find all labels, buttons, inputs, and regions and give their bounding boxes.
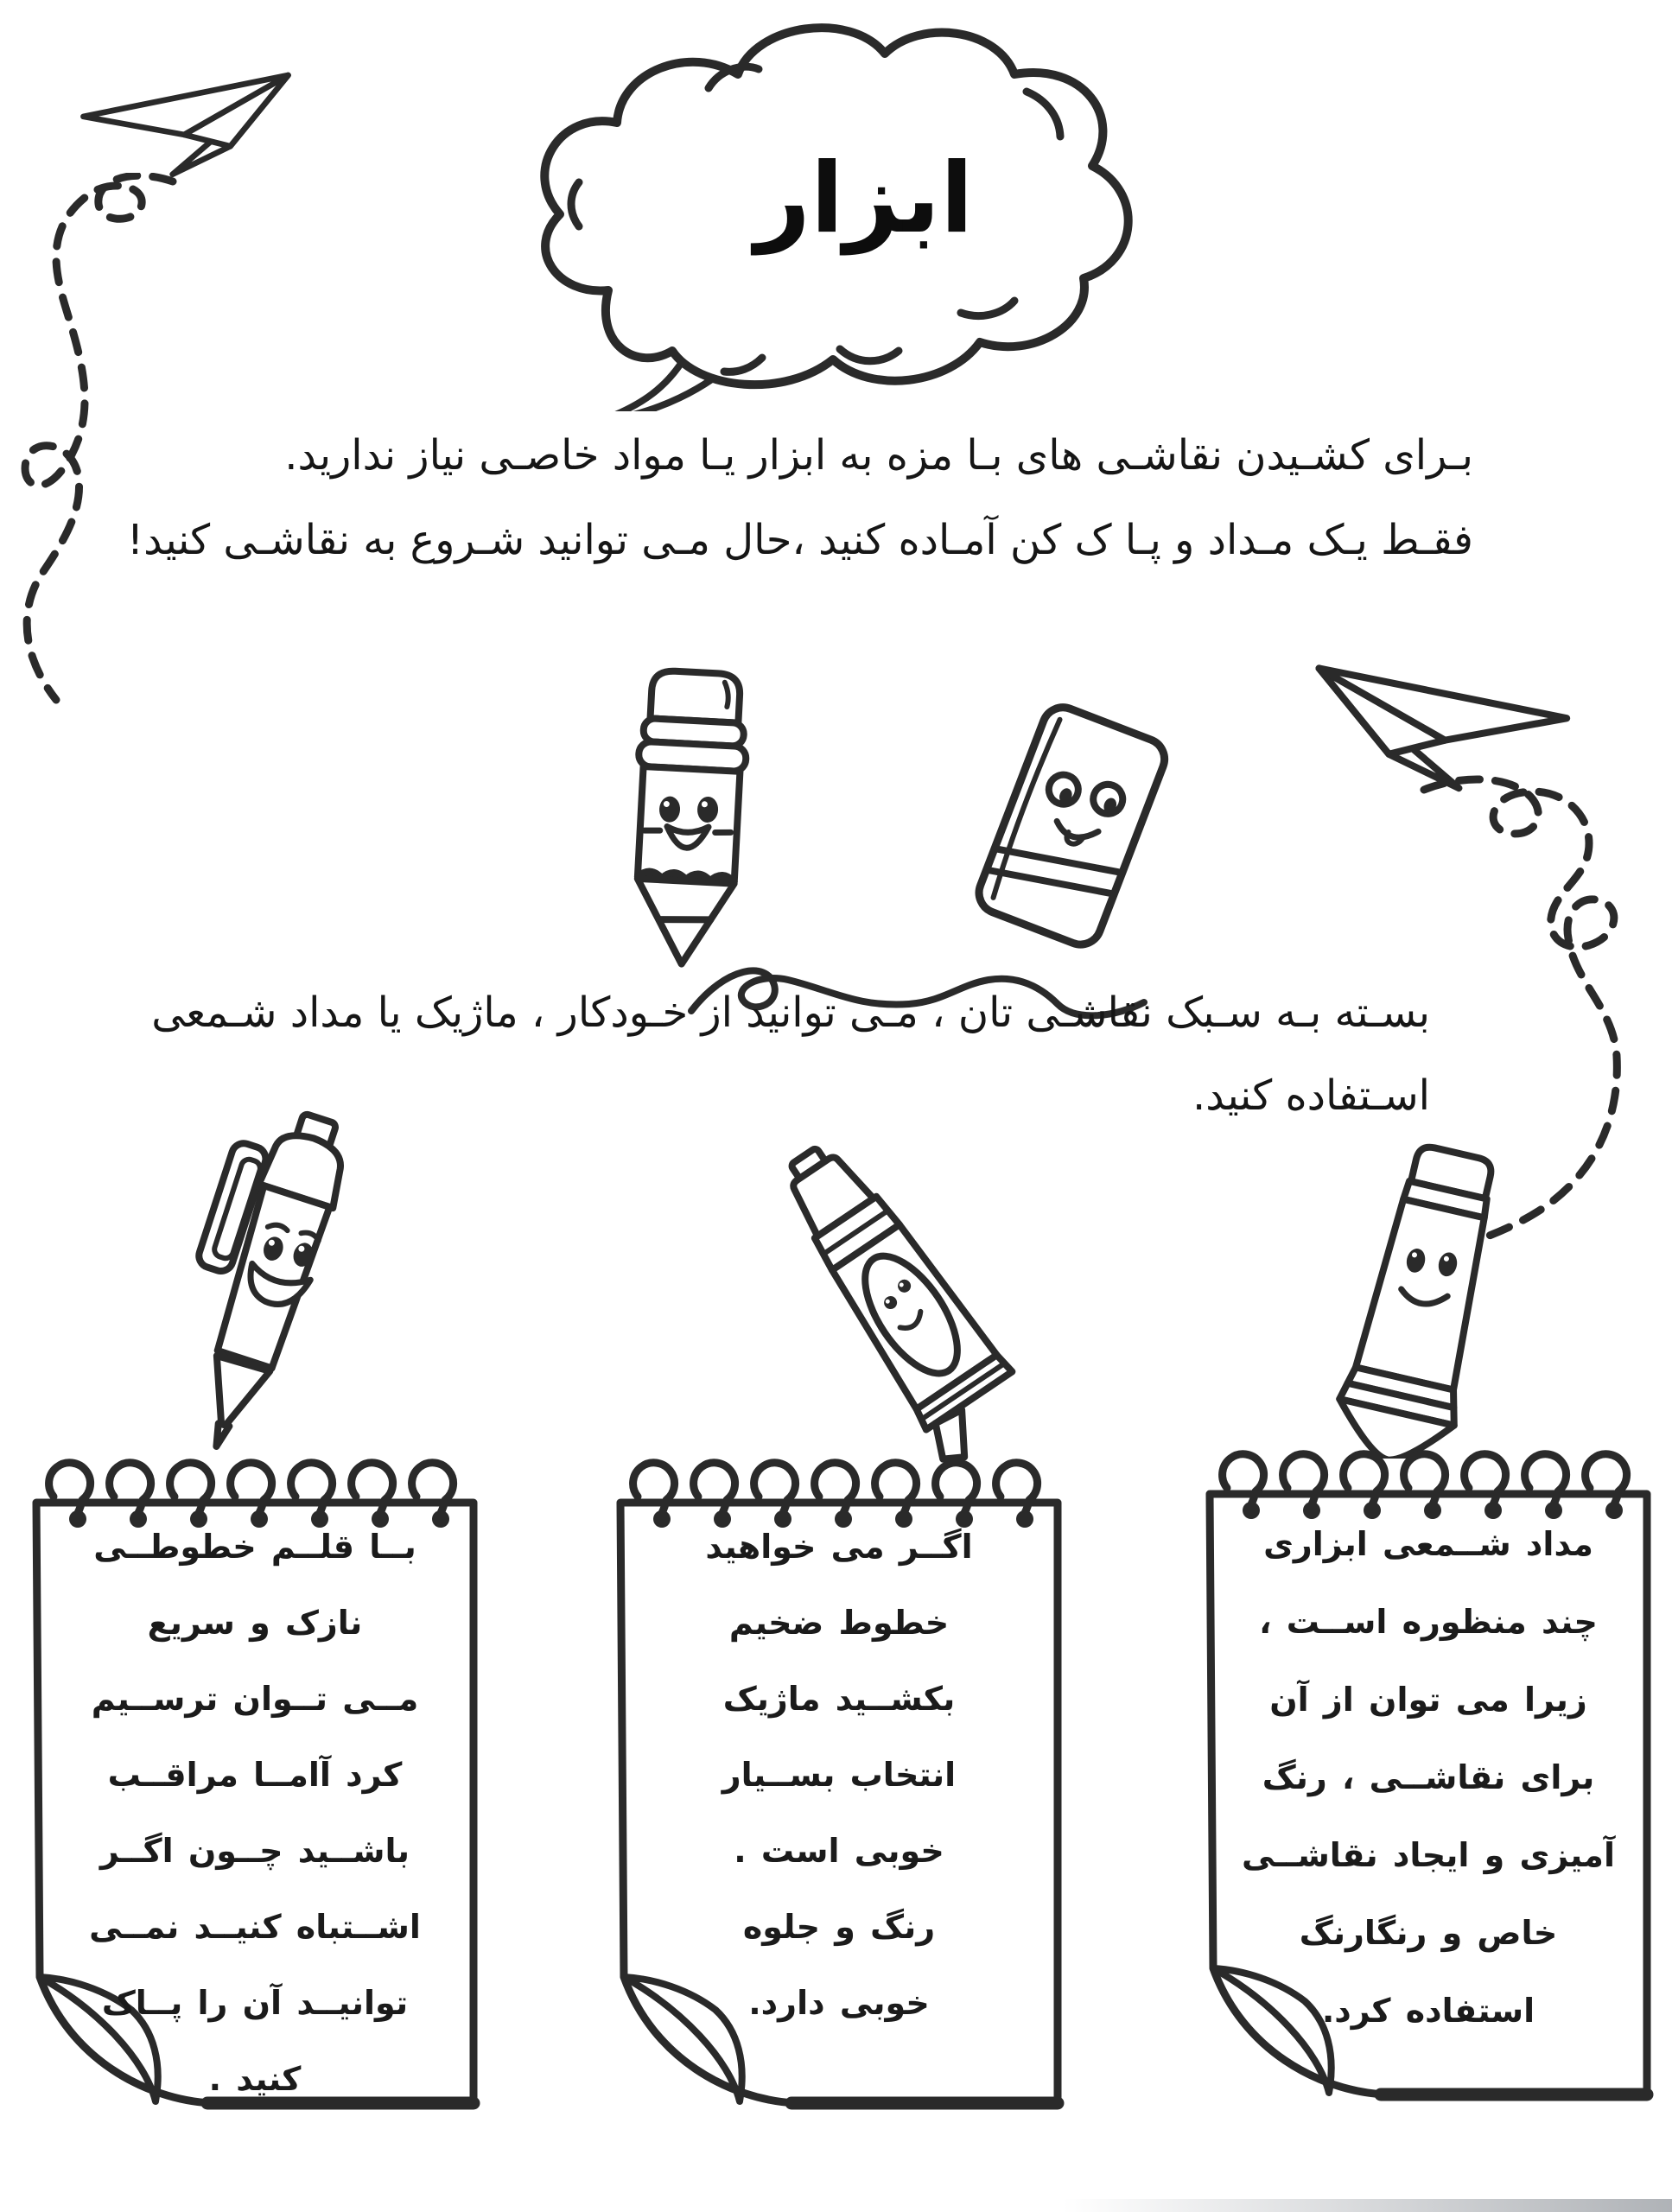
note-line: رنگ و جلوه [742,1908,936,1946]
note-line: نازک و سریع [147,1604,363,1642]
note-line: توانیــد آن را پــاک [101,1984,409,2022]
note-line: آمیزی و ایجاد نقاشــی [1242,1836,1615,1874]
note-line: کرد آامــا مراقــب [107,1756,403,1794]
note-line: مــی تــوان ترســیم [91,1680,419,1718]
note-line: انتخاب بســیار [722,1756,957,1794]
note-line: برای نقاشــی ، رنگ [1262,1758,1595,1796]
pen-character-icon [91,1104,436,1476]
intro-paragraph [126,413,1473,582]
note-line: خاص و رنگارنگ [1299,1914,1558,1952]
notepad-marker-text [633,1509,1046,2041]
note-line: اگــر می خواهید [705,1528,973,1566]
note-line: بکشــید ماژیک [722,1680,956,1718]
note-line: مداد شــمعی ابزاری [1263,1525,1593,1563]
note-line: خوبی است . [734,1832,944,1870]
notepad-pen-text [48,1509,461,2117]
page-title: ابزار [754,143,974,255]
marker-character-icon [734,1123,1063,1469]
notepad-crayon-text [1222,1505,1635,2050]
note-line: باشــید چــون اگــر [99,1832,410,1870]
note-line: خوبی دارد. [748,1984,930,2022]
note-line: بــا قلــم خطوطــی [93,1528,416,1566]
intro-line-2: فقـط یـک مـداد و پـا ک کن آمـاده کنید ،حال مـی توانید شـروع به نقاشـی کنید! [126,516,1473,564]
paper-airplane-left-icon [73,57,296,189]
intro-line-1: بـرای کشـیدن نقاشـی های بـا مزه به ابزار یـا مواد خاصـی نیاز ندارید. [284,431,1473,480]
style-line-1: بسـته بـه سـبک نقاشـی تان ، مـی توانید از خـودکار ، ماژیک یا مداد شـمعی [151,988,1430,1037]
notepad-crayon [1199,1445,1657,2117]
note-line: چند منظوره اســت ، [1259,1603,1598,1641]
crayon-character-icon [1277,1130,1571,1459]
scan-edge-shadow [1063,2199,1672,2212]
notepad-marker [610,1453,1068,2126]
note-line: کنید . [208,2060,302,2098]
note-line: اشــتباه کنیــد نمــی [89,1908,421,1946]
notepad-pen [26,1453,484,2126]
note-line: خطوط ضخیم [728,1604,950,1642]
note-line: استفاده کرد. [1321,1992,1535,2030]
note-line: زیرا می توان از آن [1269,1681,1587,1719]
style-line-2: اسـتفاده کنید. [1192,1071,1430,1120]
